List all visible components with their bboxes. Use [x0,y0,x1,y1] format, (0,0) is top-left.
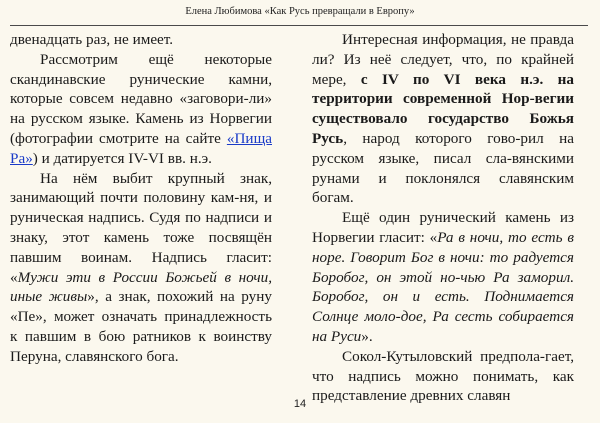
paragraph: Сокол-Кутыловский предпола-гает, что надпись можно понимать, как представление древних славян [312,347,574,405]
page-number: 14 [293,398,307,410]
right-column [312,30,574,406]
paragraph-text: ». [361,327,373,345]
header-rule [10,25,588,26]
paragraph [10,50,272,169]
paragraph [312,30,574,208]
emphasis-text: с IV по VI века н.э. на территории современной Нор-вегии существовало государство Божья Русь [312,70,574,147]
paragraph-text: ) и датируется IV-VI вв. н.э. [32,149,212,167]
paragraph-text: Интересная информация, не правда ли? Из неё следует, что, по крайней мере, [312,31,574,88]
site-link[interactable]: «Пища Ра» [10,129,272,167]
running-header: Елена Любимова «Как Русь превращали в Европу» [185,6,415,17]
paragraph-text: Ещё один рунический камень из Норвегии гласит: « [312,209,574,246]
inscription-quote: Мужи эти в России Божьей в ночи, иные живы [10,268,272,306]
paragraph: двенадцать раз, не имеет. [10,31,174,48]
paragraph-text: Рассмотрим ещё некоторые скандинавские рунические камни, которые совсем недавно «заговори-ли» на русском языке. Камень из Норвегии (фотографии смотрите на сайте [10,50,272,147]
left-column [10,30,272,367]
paragraph-text: На нём выбит крупный знак, занимающий почти половину кам-ня, и руническая надпись. Судя по надписи и знаку, этот камень тоже посвящён павшим воинам. Надпись гласит: « [10,169,272,286]
inscription-quote: Ра в ночи, то есть в норе. Говорит Бог в ночи: то радуется Боробог, он этой но-чью Ра заморил. Боробог, он и есть. Поднимается Солнце моло-дое, Ра сесть собирается на Руси [312,228,574,345]
paragraph-text: , народ которого гово-рил на русском языке, писал сла-вянскими рунами и поклонялся славянским богам. [312,129,574,207]
paragraph-text: », а знак, похожий на руну «Пе», может означать принадлежность к павшим в бою ратников к воинству Перуна, славянского бога. [10,288,272,365]
paragraph [10,169,272,367]
paragraph [312,208,574,347]
